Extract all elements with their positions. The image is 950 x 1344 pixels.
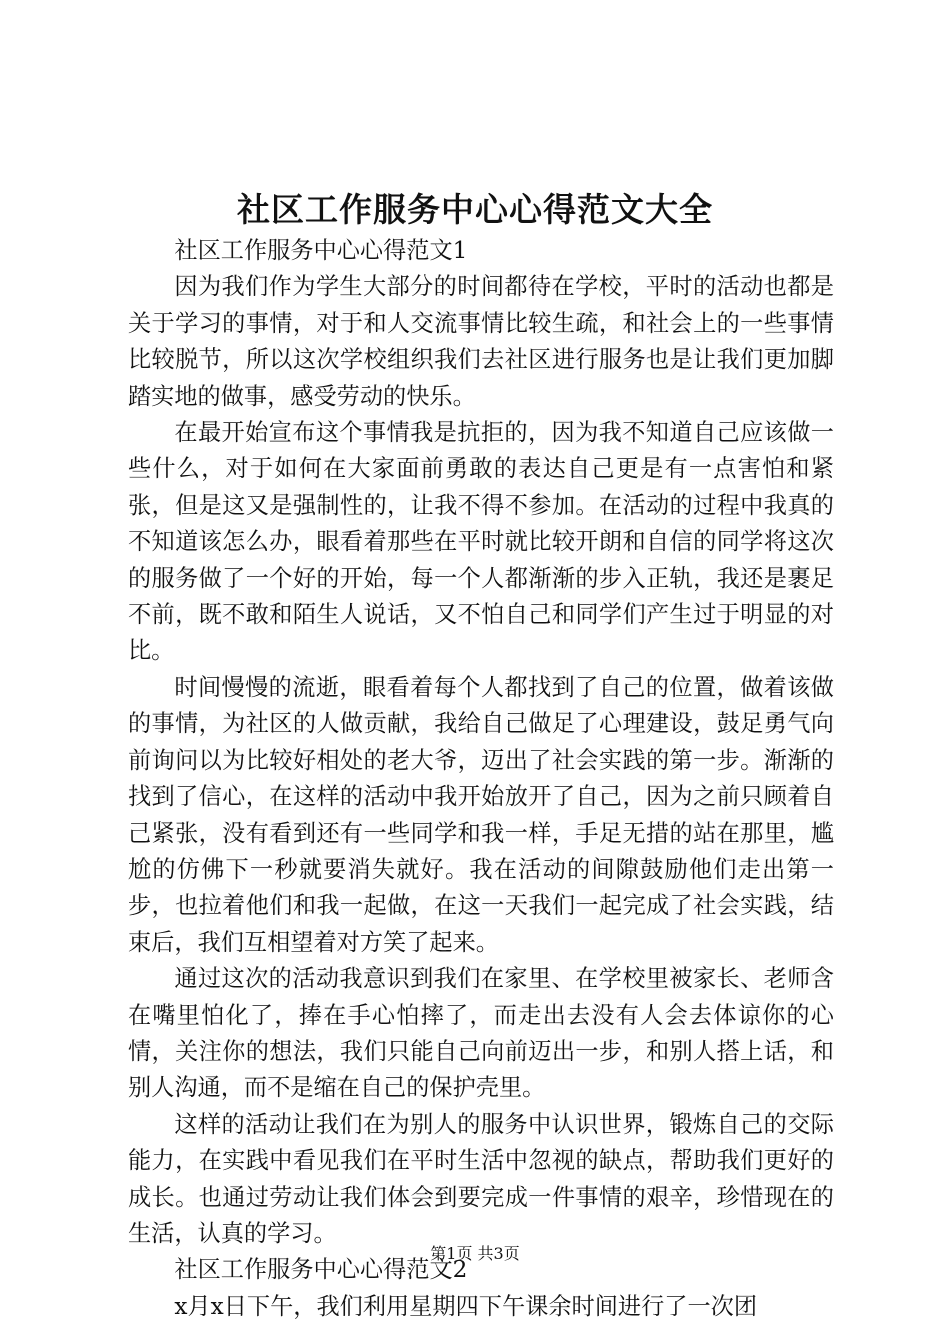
paragraph: x月x日下午，我们利用星期四下午课余时间进行了一次团 <box>174 1292 758 1320</box>
document-body <box>128 233 834 1325</box>
section-heading: 社区工作服务中心心得范文2 <box>174 1256 468 1284</box>
section-heading: 社区工作服务中心心得范文1 <box>174 237 468 264</box>
paragraph: 在最开始宣布这个事情我是抗拒的，因为我不知道自己应该做一些什么，对于如何在大家面前勇敢的表达自己更是有一点害怕和紧张，但是这又是强制性的，让我不得不参加。在活动的过程中我真的不知道该怎么办，眼看着那些在平时就比较开朗和自信的同学将这次的服务做了一个好的开始，每一个人都渐渐的步入正轨，我还是裹足不前，既不敢和陌生人说话，又不怕自己和同学们产生过于明显的对比。 <box>128 419 834 665</box>
page-number-footer: 第1页 共3页 <box>430 1244 520 1263</box>
document-title: 社区工作服务中心心得范文大全 <box>237 190 713 229</box>
paragraph: 因为我们作为学生大部分的时间都待在学校，平时的活动也都是关于学习的事情，对于和人交流事情比较生疏，和社会上的一些事情比较脱节，所以这次学校组织我们去社区进行服务也是让我们更加脚踏实地的做事，感受劳动的快乐。 <box>128 273 834 410</box>
paragraph: 这样的活动让我们在为别人的服务中认识世界，锻炼自己的交际能力，在实践中看见我们在平时生活中忽视的缺点，帮助我们更好的成长。也通过劳动让我们体会到要完成一件事情的艰辛，珍惜现在的生活，认真的学习。 <box>128 1110 834 1247</box>
paragraph: 时间慢慢的流逝，眼看着每个人都找到了自己的位置，做着该做的事情，为社区的人做贡献，我给自己做足了心理建设，鼓足勇气向前询问以为比较好相处的老大爷，迈出了社会实践的第一步。渐渐的找到了信心，在这样的活动中我开始放开了自己，因为之前只顾着自己紧张，没有看到还有一些同学和我一样，手足无措的站在那里，尴尬的仿佛下一秒就要消失就好。我在活动的间隙鼓励他们走出第一步，也拉着他们和我一起做，在这一天我们一起完成了社会实践，结束后，我们互相望着对方笑了起来。 <box>128 673 834 956</box>
paragraph: 通过这次的活动我意识到我们在家里、在学校里被家长、老师含在嘴里怕化了，捧在手心怕摔了，而走出去没有人会去体谅你的心情，关注你的想法，我们只能自己向前迈出一步，和别人搭上话，和别人沟通，而不是缩在自己的保护壳里。 <box>128 965 834 1102</box>
